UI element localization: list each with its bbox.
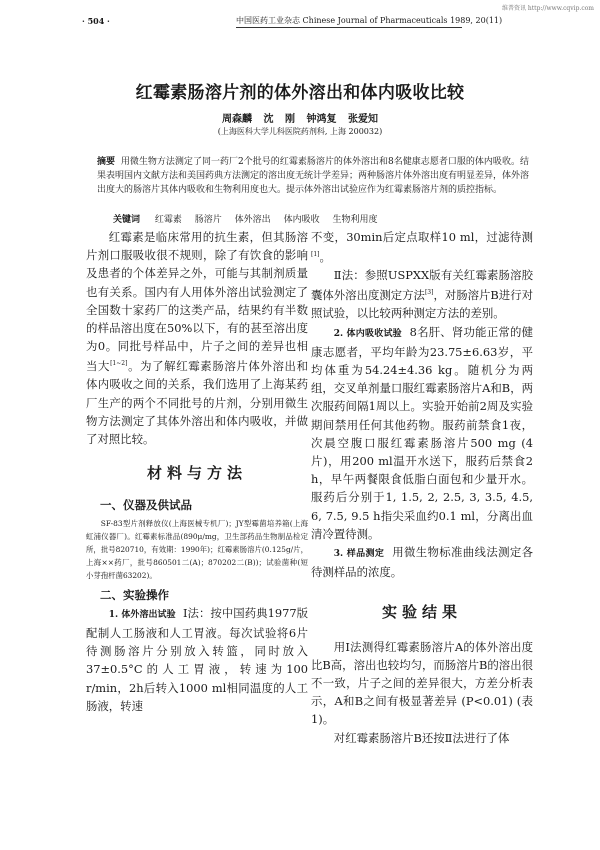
item-label: 2. 体内吸收试验 <box>333 328 402 339</box>
abstract-label: 摘要 <box>97 157 116 167</box>
watermark: 维普资讯 http://www.cqvip.com <box>501 5 594 12</box>
results-paragraph: 对红霉素肠溶片B还按Ⅱ法进行了体 <box>333 730 510 745</box>
page-number: · 504 · <box>82 16 110 26</box>
citation: [1] <box>311 251 320 259</box>
journal-header: 中国医药工业杂志 Chinese Journal of Pharmaceuticals 1989, 20(11) <box>236 16 503 25</box>
sample-assay-paragraph: 3. 样品测定 用微生物标准曲线法测定各待测样品的浓度。 <box>311 545 533 580</box>
keyword: 体内吸收 <box>283 215 320 225</box>
affiliation: (上海医科大学儿科医院药剂科, 上海 200032) <box>217 127 383 136</box>
header-rule <box>236 27 462 28</box>
dissolution-continued: 不变，30min后定点取样10 ml，过滤待测[1]。 <box>311 230 533 264</box>
keyword: 红霉素 <box>154 215 182 225</box>
section-heading-methods: 材料与方法 <box>146 464 247 483</box>
abstract-text: 用微生物方法测定了同一药厂2个批号的红霉素肠溶片的体外溶出和8名健康志愿者口服的体内吸收。结果表明国内文献方法和美国药典方法测定的溶出度无统计学差异；两种肠溶片体外溶出度有明显差异，体外溶出度大的肠溶片其体内吸收和生物利用度也大。提示体外溶出试验应作为红霉素肠溶片剂的质控指标。 <box>97 157 530 195</box>
instruments-text: SF-83型片剂释放仪(上海医械专机厂)；JY型霉菌培养箱(上海虹浦仪器厂)。红霉素标准品(890μ/mg，卫生部药品生物制品检定所，批号820710，有效期：1990年)；红霉素肠溶片(0.125g/片，上海××药厂，批号860501二(A)；870202二(B))；试验菌种(短小芽孢杆菌63202)。 <box>86 518 308 580</box>
keyword: 肠溶片 <box>194 215 222 225</box>
subheading-procedure: 二、实验操作 <box>100 587 169 602</box>
citation: [1~2] <box>110 360 128 368</box>
keyword: 体外溶出 <box>234 215 271 225</box>
subheading-instruments: 一、仪器及供试品 <box>100 498 192 513</box>
keyword: 生物利用度 <box>332 215 378 225</box>
citation: [3] <box>424 289 434 297</box>
right-column <box>311 228 533 747</box>
keywords <box>113 212 387 225</box>
article-title: 红霉素肠溶片剂的体外溶出和体内吸收比较 <box>135 83 465 103</box>
method-2-paragraph: Ⅱ法：参照USPXX版有关红霉素肠溶胶囊体外溶出度测定方法[3]，对肠溶片B进行对照试验，以比较两种测定方法的差别。 <box>311 268 533 321</box>
section-heading-results: 实验结果 <box>381 603 462 622</box>
dissolution-test-paragraph: 1. 体外溶出试验 Ⅰ法：按中国药典1977版配制人工肠液和人工胃液。每次试验将6片待测肠溶片分别放入转篮，同时放入37±0.5°C的人工胃液，转速为100 r/min，2h后转入1000 ml相同温度的人工肠液，转速 <box>86 605 308 713</box>
intro-paragraph: 红霉素是临床常用的抗生素，但其肠溶片剂口服吸收很不规则，除了有饮食的影响及患者的个体差异之外，可能与其制剂质量也有关系。国内有人用体外溶出试验测定了全国数十家药厂的这类产品，结果约有半数的样品溶出度在50%以下，有的甚至溶出度为0。同批号样品中，片子之间的差异也相当大[1~2]。为了解红霉素肠溶片体外溶出和体内吸收之间的关系，我们选用了上海某药厂生产的两个不同批号的片剂，分别用微生物方法测定了其体外溶出和体内吸收，并做了对照比较。 <box>86 230 308 447</box>
keywords-label: 关键词 <box>113 215 141 225</box>
abstract <box>97 155 529 197</box>
absorption-test-paragraph: 2. 体内吸收试验 8名肝、肾功能正常的健康志愿者，平均年龄为23.75±6.63岁，平均体重为54.24±4.36 kg。随机分为两组，交叉单剂量口服红霉素肠溶片A和B，两次服药间隔1周以上。实验开始前2周及实验期间禁用任何其他药物。服药前禁食1夜，次晨空腹口服红霉素肠溶片500 mg (4片)，用200 ml温开水送下，服药后禁食2 h，早午两餐限食低脂白面包和少量开水。服药后分别于1, 1.5, 2, 2.5, 3, 3.5, 4.5, 6, 7.5, 9.5 h指尖采血约0.1 ml，分离出血清冷置待测。 <box>311 324 534 541</box>
item-label: 1. 体外溶出试验 <box>108 609 176 620</box>
item-label: 3. 样品测定 <box>333 549 385 560</box>
authors: 周森麟 沈 刚 钟鸿复 张爱知 <box>222 114 378 125</box>
left-column <box>86 228 308 715</box>
results-paragraph: 用Ⅰ法测得红霉素肠溶片A的体外溶出度比B高，溶出也较均匀，而肠溶片B的溶出很不一致，片子之间的差异很大，方差分析表示，A和B之间有极显著差异 (P<0.01) (表1)。 <box>311 639 533 727</box>
